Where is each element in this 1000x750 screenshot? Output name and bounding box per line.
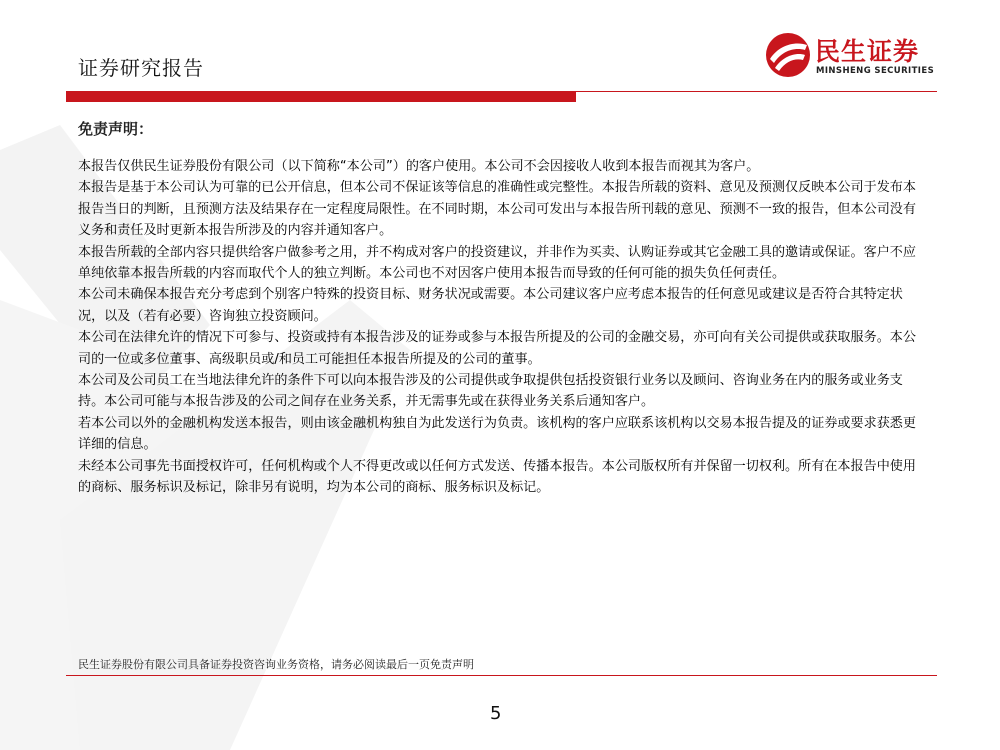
disclaimer-paragraph: 本公司在法律允许的情况下可参与、投资或持有本报告涉及的证券或参与本报告所提及的公司的金融交易，亦可向有关公司提供或获取服务。本公司的一位或多位董事、高级职员或/和员工可能担任本报告所提及的公司的董事。 <box>78 330 916 367</box>
page-number: 5 <box>490 703 502 724</box>
disclaimer-body <box>78 156 918 499</box>
disclaimer-paragraph: 未经本公司事先书面授权许可，任何机构或个人不得更改或以任何方式发送、传播本报告。本公司版权所有并保留一切权利。所有在本报告中使用的商标、服务标识及标记，除非另有说明，均为本公司的商标、服务标识及标记。 <box>78 458 916 496</box>
footer-divider <box>66 675 937 676</box>
report-type-title: 证券研究报告 <box>78 56 204 80</box>
header-accent-bar <box>66 92 576 102</box>
disclaimer-heading: 免责声明： <box>78 120 154 138</box>
disclaimer-paragraph: 若本公司以外的金融机构发送本报告，则由该金融机构独自为此发送行为负责。该机构的客户应联系该机构以交易本报告提及的证券或要求获悉更详细的信息。 <box>78 415 916 453</box>
minsheng-logo-icon <box>765 32 811 78</box>
disclaimer-paragraph: 本报告所载的全部内容只提供给客户做参考之用，并不构成对客户的投资建议，并非作为买卖、认购证券或其它金融工具的邀请或保证。客户不应单纯依靠本报告所载的内容而取代个人的独立判断。本公司也不对因客户使用本报告而导致的任何可能的损失负任何责任。 <box>78 244 916 282</box>
company-logo <box>765 30 945 82</box>
disclaimer-paragraph: 本公司及公司员工在当地法律允许的条件下可以向本报告涉及的公司提供或争取提供包括投资银行业务以及顾问、咨询业务在内的服务或业务支持。本公司可能与本报告涉及的公司之间存在业务关系，并无需事先或在获得业务关系后通知客户。 <box>78 373 903 410</box>
disclaimer-paragraph: 本报告仅供民生证券股份有限公司（以下简称“本公司”）的客户使用。本公司不会因接收人收到本报告而视其为客户。 <box>78 159 760 174</box>
disclaimer-paragraph: 本公司未确保本报告充分考虑到个别客户特殊的投资目标、财务状况或需要。本公司建议客户应考虑本报告的任何意见或建议是否符合其特定状况，以及（若有必要）咨询独立投资顾问。 <box>78 287 903 324</box>
disclaimer-paragraph: 本报告是基于本公司认为可靠的已公开信息，但本公司不保证该等信息的准确性或完整性。本报告所载的资料、意见及预测仅反映本公司于发布本报告当日的判断，且预测方法及结果存在一定程度局限性。在不同时期，本公司可发出与本报告所刊载的意见、预测不一致的报告，但本公司没有义务和责任及时更新本报告所涉及的内容并通知客户。 <box>78 180 916 239</box>
logo-name-en: MINSHENG SECURITIES <box>816 66 935 76</box>
logo-name-cn: 民生证券 <box>815 37 920 66</box>
footer-note: 民生证券股份有限公司具备证券投资咨询业务资格，请务必阅读最后一页免责声明 <box>78 658 474 671</box>
